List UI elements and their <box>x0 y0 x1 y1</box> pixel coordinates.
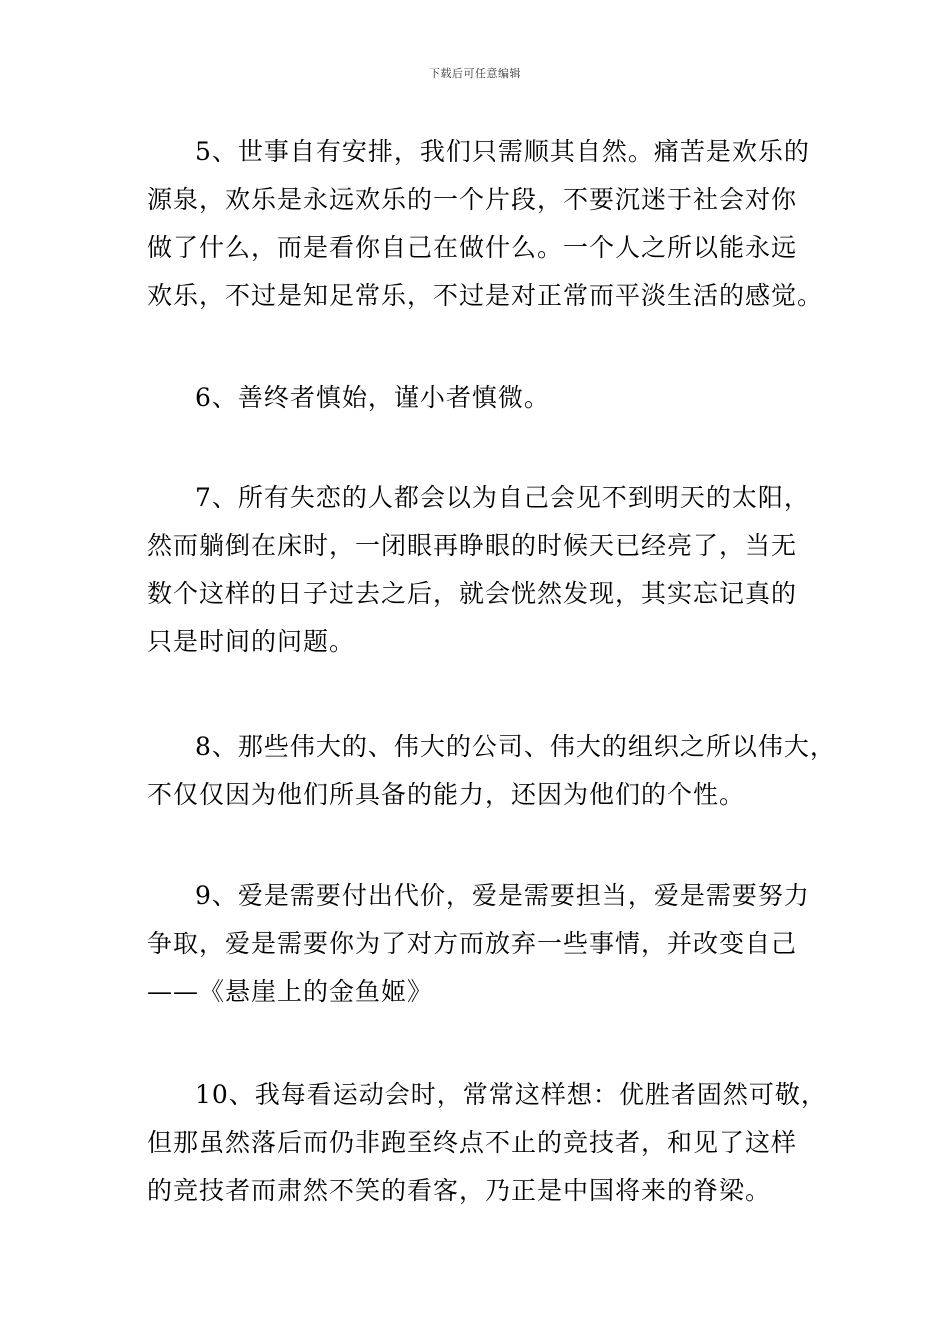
paragraph-9 <box>147 872 827 1016</box>
paragraph-line: 只是时间的问题。 <box>147 627 356 656</box>
paragraph-5 <box>147 128 827 320</box>
paragraph-line: 欢乐，不过是知足常乐，不过是对正常而平淡生活的感觉。 <box>147 281 824 310</box>
paragraph-line: 数个这样的日子过去之后，就会恍然发现，其实忘记真的 <box>147 579 798 608</box>
page-header: 下载后可任意编辑 <box>429 67 521 80</box>
paragraph-line: 然而躺倒在床时，一闭眼再睁眼的时候天已经亮了，当无 <box>147 531 798 560</box>
paragraph-line: 8、那些伟大的、伟大的公司、伟大的组织之所以伟大， <box>195 732 836 761</box>
paragraph-line: 争取，爱是需要你为了对方而放弃一些事情，并改变自己 <box>147 929 798 958</box>
paragraph-line: ——《悬崖上的金鱼姬》 <box>147 977 434 1006</box>
paragraph-line: 做了什么，而是看你自己在做什么。一个人之所以能永远 <box>147 233 798 262</box>
paragraph-6 <box>147 374 827 422</box>
paragraph-10 <box>147 1071 827 1215</box>
paragraph-line: 源泉，欢乐是永远欢乐的一个片段，不要沉迷于社会对你 <box>147 185 798 214</box>
paragraph-line: 10、我每看运动会时，常常这样想：优胜者固然可敬， <box>195 1080 827 1109</box>
paragraph-line: 9、爱是需要付出代价，爱是需要担当，爱是需要努力 <box>195 881 810 910</box>
paragraph-line: 不仅仅因为他们所具备的能力，还因为他们的个性。 <box>147 780 746 809</box>
paragraph-line: 7、所有失恋的人都会以为自己会见不到明天的太阳， <box>195 483 810 512</box>
paragraph-line: 的竞技者而肃然不笑的看客，乃正是中国将来的脊梁。 <box>147 1176 772 1205</box>
paragraph-8 <box>147 723 836 819</box>
paragraph-line: 但那虽然落后而仍非跑至终点不止的竞技者，和见了这样 <box>147 1128 798 1157</box>
paragraph-7 <box>147 474 827 666</box>
paragraph-line: 6、善终者慎始，谨小者慎微。 <box>195 383 550 412</box>
paragraph-line: 5、世事自有安排，我们只需顺其自然。痛苦是欢乐的 <box>195 137 810 166</box>
